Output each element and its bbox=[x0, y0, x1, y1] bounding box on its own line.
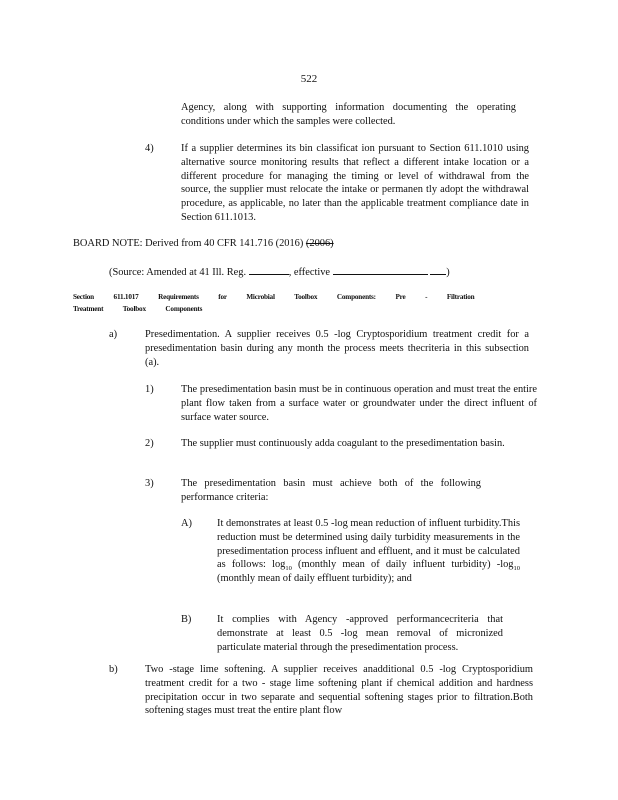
item-a1-text: The presedimentation basin must be in continuous operation and must treat the entire plant flow taken from a surface water or groundwater under the direct influent of surface water source. bbox=[181, 384, 537, 423]
item-4-text: If a supplier determines its bin classificat ion pursuant to Section 611.1010 using alternative source monitoring results that reflect a different intake location or a different procedure for managing the timing or level of withdrawal from the source, the supplier must relocate the intake or permanen tly adopt the withdrawal procedure, as applicable, no later than the applicable treatment compliance date in Section 611.1013. bbox=[181, 143, 529, 223]
reg-page-blank bbox=[249, 264, 289, 275]
log-base-subscript-2: 10 bbox=[513, 565, 521, 573]
item-a1-label: 1) bbox=[145, 384, 154, 395]
subsection-a-label: a) bbox=[109, 329, 118, 340]
section-heading-line-1: Section 611.1017 Requirements for Microbial Toolbox Components: Pre - Filtration bbox=[73, 293, 475, 301]
source-note bbox=[109, 264, 450, 280]
source-note-effective: , effective bbox=[288, 267, 331, 278]
item-a3-label: 3) bbox=[145, 478, 154, 489]
criterion-a-label: A) bbox=[181, 518, 192, 529]
board-note bbox=[73, 237, 334, 251]
board-note-text: BOARD NOTE: Derived from 40 CFR 141.716 (2016) bbox=[73, 238, 306, 249]
criterion-b-label: B) bbox=[181, 614, 192, 625]
source-note-text: (Source: Amended at 41 Ill. Reg. bbox=[109, 267, 247, 278]
section-heading-line-2: Treatment Toolbox Components bbox=[73, 305, 203, 313]
criterion-a-text-part-1: It demonstrates at least 0.5 -log mean reduction of influent turbidity.This reduction must be determined using daily turbidity measurements in the presedimentation process influent and effluent, and it must be calculated as follows: log bbox=[217, 518, 520, 571]
continuation-paragraph: Agency, along with supporting information documenting the operating conditions under which the samples were collected. bbox=[181, 102, 516, 127]
criterion-a-text bbox=[217, 517, 520, 586]
log-base-subscript-1: 10 bbox=[285, 565, 292, 573]
effective-date-blank-2 bbox=[430, 264, 446, 275]
subsection-a-text: Presedimentation. A supplier receives 0.5 -log Cryptosporidium treatment credit for a presedimentation basin during any month the process meets thecriteria in this subsection (a). bbox=[145, 329, 529, 368]
effective-date-blank bbox=[333, 264, 428, 275]
item-a2-label: 2) bbox=[145, 438, 154, 449]
criterion-a-text-part-2: (monthly mean of daily influent turbidity) -log bbox=[291, 559, 514, 571]
page-number: 522 bbox=[300, 73, 318, 85]
subsection-b-text: Two -stage lime softening. A supplier receives anadditional 0.5 -log Cryptosporidium treatment credit for a two - stage lime softening plant if chemical addition and hardness precipitation occur in two separate and sequential softening stages prior to filtration.Both softening stages must treat the entire plant flow bbox=[145, 664, 533, 717]
criterion-a-text-part-3: (monthly mean of daily effluent turbidity); and bbox=[217, 573, 412, 585]
item-a2-text: The supplier must continuously adda coagulant to the presedimentation basin. bbox=[181, 438, 505, 449]
item-4-label: 4) bbox=[145, 143, 154, 154]
source-note-close: ) bbox=[446, 267, 450, 278]
board-note-struck-year: (2006) bbox=[305, 238, 334, 249]
item-a3-text: The presedimentation basin must achieve both of the following performance criteria: bbox=[181, 478, 481, 503]
criterion-b-text: It complies with Agency -approved performancecriteria that demonstrate at least 0.5 -log mean removal of micronized particulate material through the presedimentation process. bbox=[217, 614, 503, 653]
subsection-b-label: b) bbox=[109, 664, 118, 675]
